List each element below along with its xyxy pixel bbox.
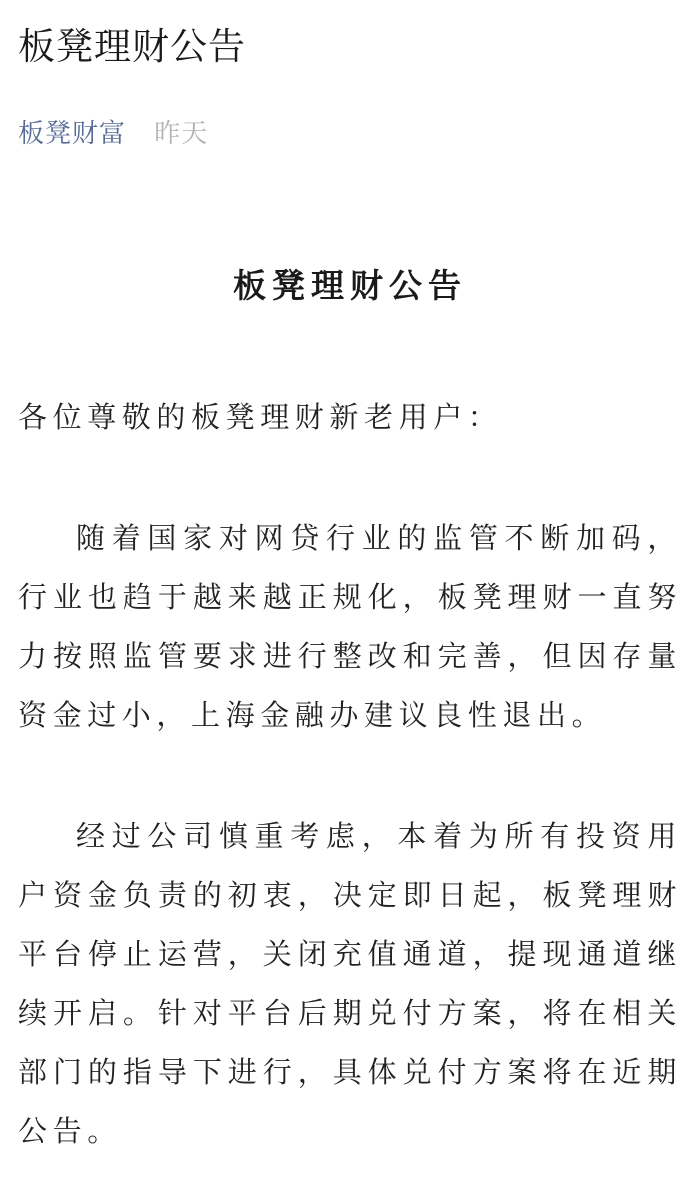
- notice-paragraph: 经过公司慎重考虑，本着为所有投资用户资金负责的初衷，决定即日起，板凳理财平台停止运营，关闭充值通道，提现通道继续开启。针对平台后期兑付方案，将在相关部门的指导下进行，具体兑付方案将在近期公告。: [18, 819, 682, 1148]
- notice-heading: 板凳理财公告: [233, 266, 467, 305]
- account-name-link[interactable]: 板凳财富: [18, 119, 127, 149]
- notice-paragraph: 随着国家对网贷行业的监管不断加码，行业也趋于越来越正规化，板凳理财一直努力按照监管要求进行整改和完善，但因存量资金过小，上海金融办建议良性退出。: [18, 521, 682, 732]
- article-title: 板凳理财公告: [18, 25, 246, 68]
- article-meta: [18, 118, 682, 150]
- publish-date: 昨天: [154, 119, 209, 149]
- notice-greeting: 各位尊敬的板凳理财新老用户：: [18, 400, 503, 434]
